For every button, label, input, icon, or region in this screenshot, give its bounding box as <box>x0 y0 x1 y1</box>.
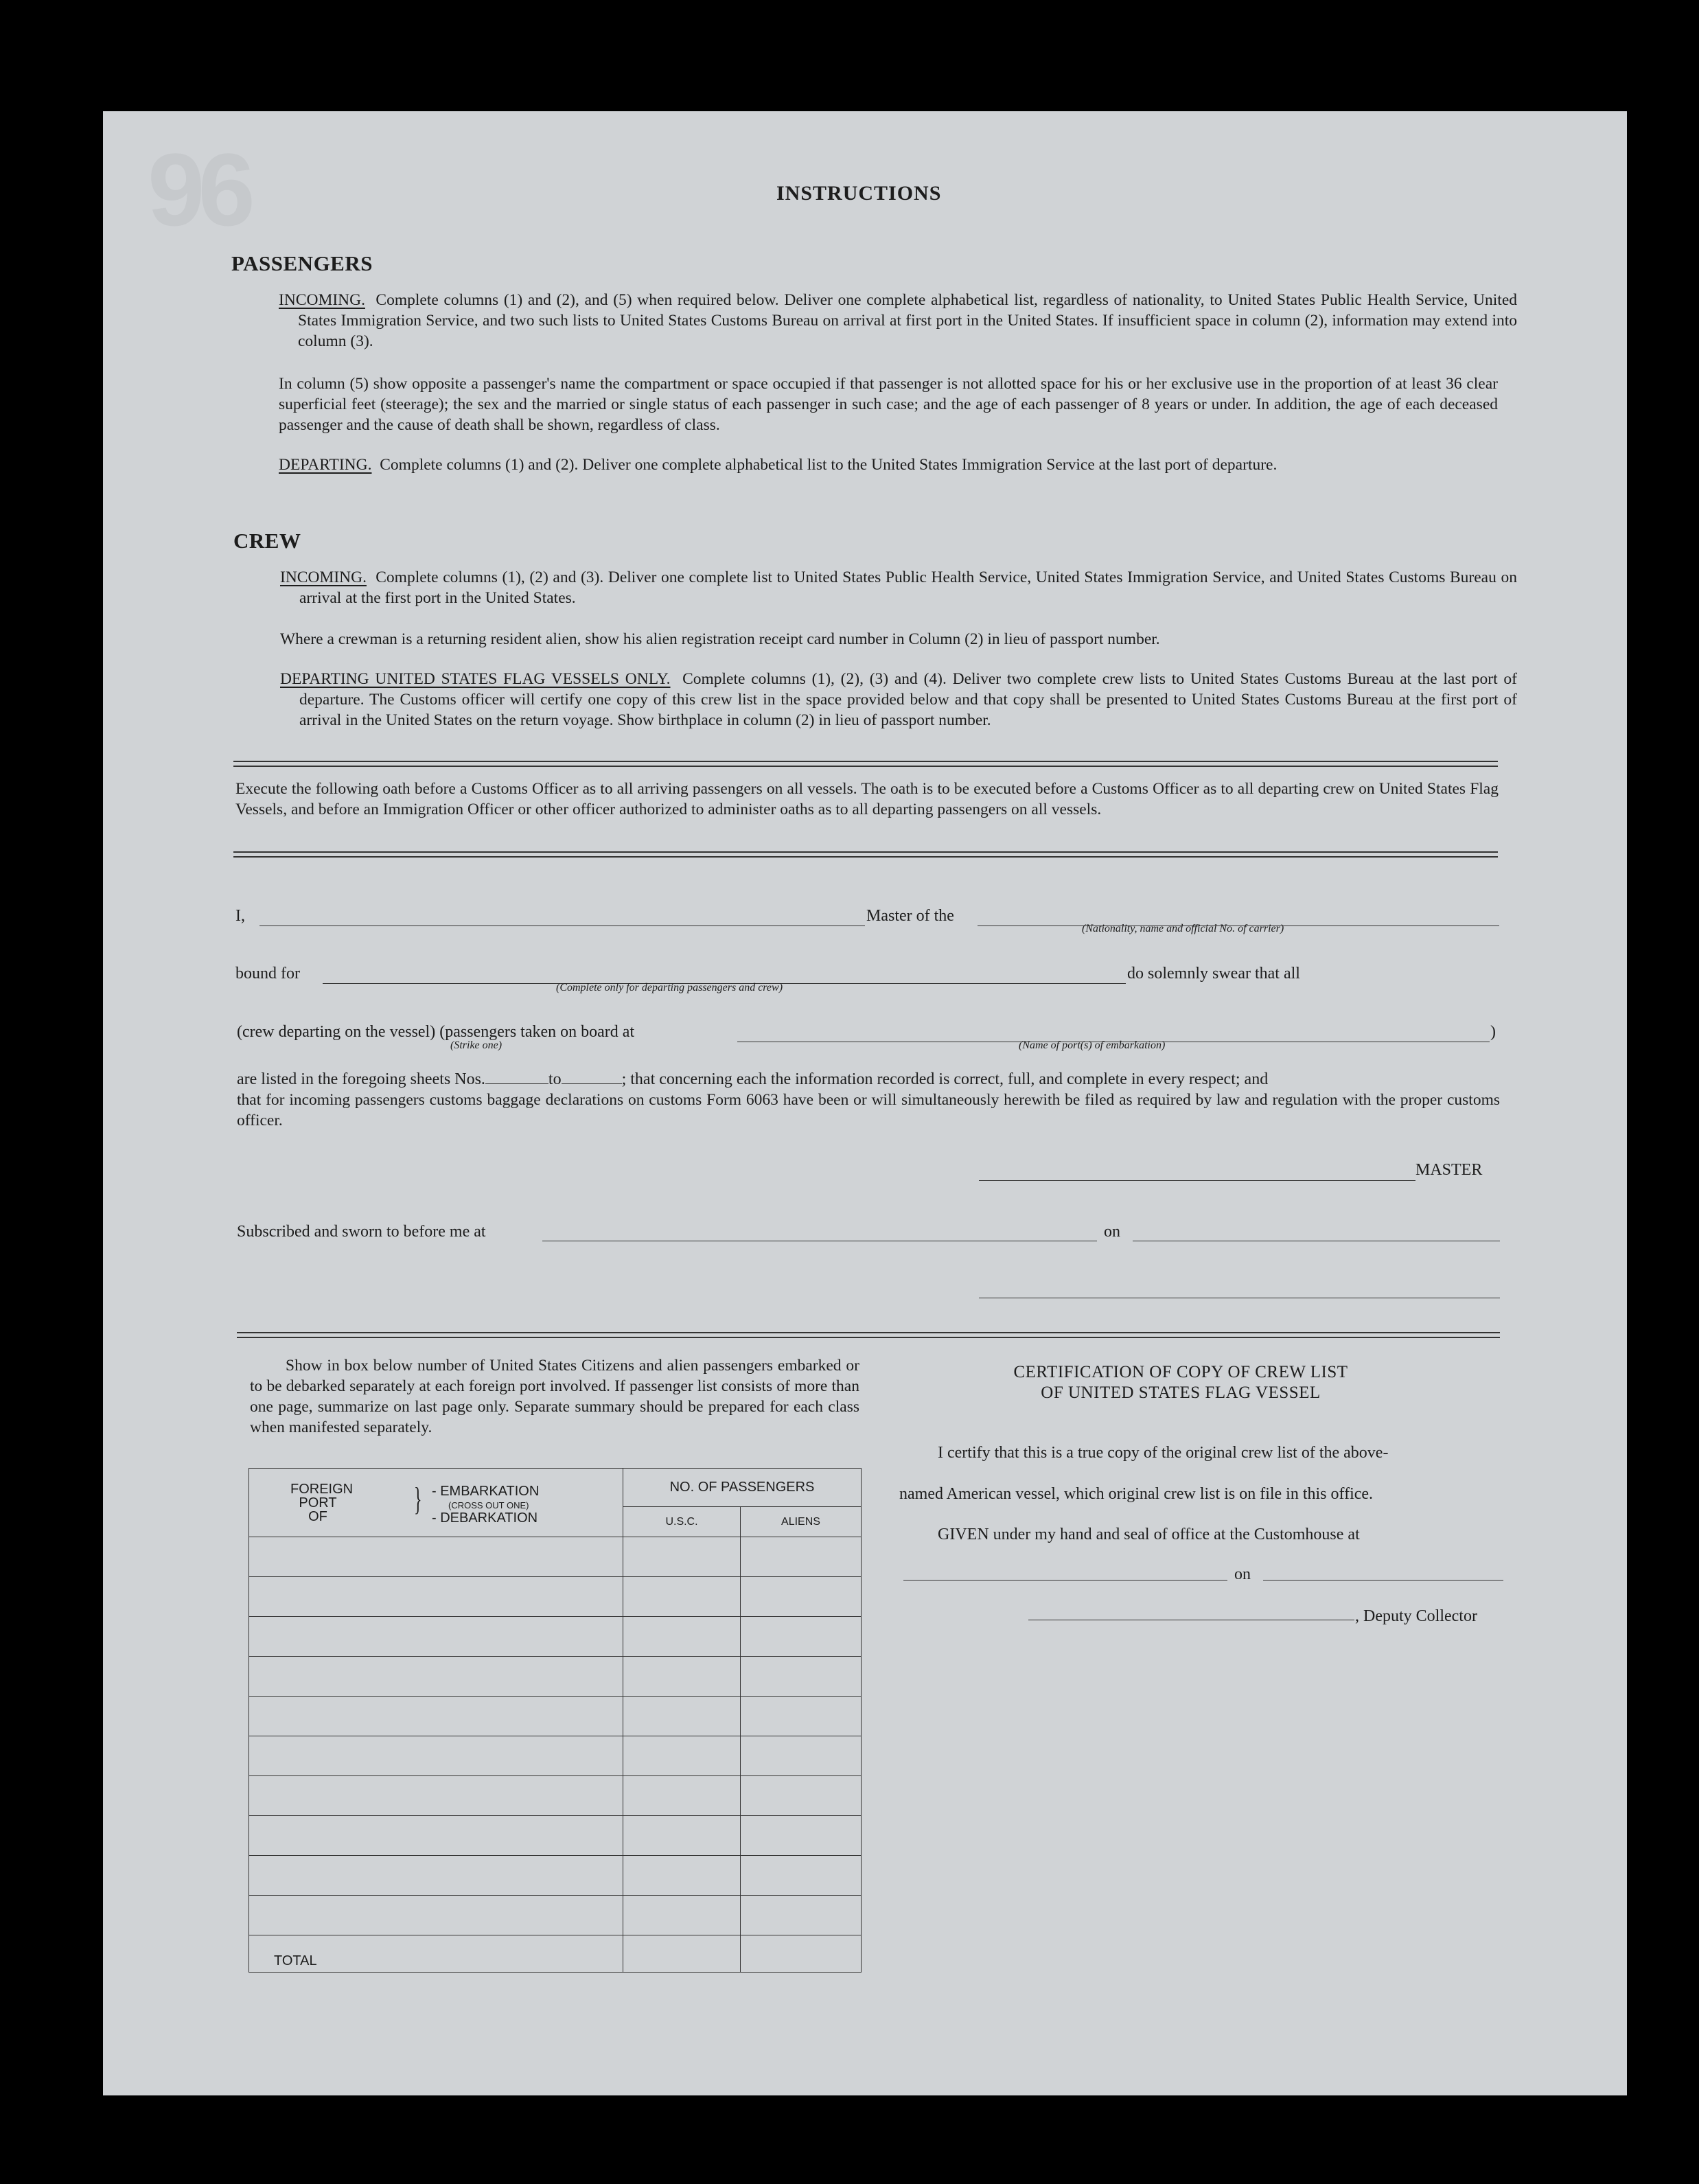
port-cell[interactable] <box>249 1776 623 1816</box>
crew-departing-label: (crew departing on the vessel) (passengers taken on board at <box>237 1023 635 1041</box>
table-row[interactable] <box>249 1537 862 1577</box>
aliens-cell[interactable] <box>741 1856 862 1896</box>
aliens-cell[interactable] <box>741 1577 862 1617</box>
usc-cell[interactable] <box>623 1537 741 1577</box>
master-signature-field[interactable] <box>979 1180 1415 1181</box>
port-label-line: OF <box>308 1509 327 1524</box>
usc-cell[interactable] <box>623 1657 741 1697</box>
listed-text-2: ; that concerning each the information recorded is correct, full, and complete in every respect; and <box>621 1070 1269 1088</box>
listed-label <box>237 1070 1268 1089</box>
aliens-cell[interactable] <box>741 1776 862 1816</box>
crew-departing-text: Complete columns (1), (2), (3) and (4). Deliver two complete crew lists to United States Customs Bureau at the last port of departure. The Customs officer will certify one copy of this crew list in the space provided below and that copy shall be presented to United States Customs Bureau at the first port of arrival in the United States on the return voyage. Show birthplace in column (2) in lieu of passport number. <box>299 670 1518 729</box>
close-paren: ) <box>1490 1023 1496 1041</box>
aliens-cell[interactable] <box>741 1896 862 1935</box>
crew-incoming-text: Complete columns (1), (2) and (3). Deliver one complete list to United States Public Health Service, United States Immigration Service, and United States Customs Bureau on arrival at the first port in the United States. <box>299 568 1517 607</box>
strike-one-note: (Strike one) <box>450 1039 502 1051</box>
crew-resident-paragraph: Where a crewman is a returning resident alien, show his alien registration receipt card number in Column (2) in lieu of passport number. <box>280 630 1160 648</box>
bound-for-label: bound for <box>235 965 300 982</box>
listed-text-1: are listed in the foregoing sheets Nos. <box>237 1070 485 1088</box>
table-row[interactable] <box>249 1577 862 1617</box>
port-cell[interactable] <box>249 1856 623 1896</box>
cross-out-label: (CROSS OUT ONE) <box>448 1500 529 1510</box>
usc-cell[interactable] <box>623 1577 741 1617</box>
brace-mark: } <box>414 1481 422 1517</box>
no-passengers-header: NO. OF PASSENGERS <box>623 1469 862 1507</box>
table-row[interactable] <box>249 1896 862 1935</box>
port-cell[interactable] <box>249 1896 623 1935</box>
aliens-cell[interactable] <box>741 1816 862 1856</box>
aliens-header: ALIENS <box>741 1507 862 1537</box>
table-row[interactable] <box>249 1736 862 1776</box>
aliens-cell[interactable] <box>741 1657 862 1697</box>
certification-title <box>920 1362 1442 1403</box>
table-row[interactable] <box>249 1776 862 1816</box>
passengers-departing-lead: DEPARTING. <box>279 456 372 474</box>
listed-rest-text: that for incoming passengers customs baggage declarations on customs Form 6063 have been or will simultaneously herewith be filed as required by law and regulation with the proper customs officer. <box>237 1091 1500 1129</box>
passengers-column5-paragraph: In column (5) show opposite a passenger's name the compartment or space occupied if that passenger is not allotted space for his or her exclusive use in the proportion of at least 36 clear superficial feet (steerage); the sex and the married or single status of each passenger in such case; and the age of each passenger of 8 years or under. In addition, the age of each deceased passenger and the cause of death shall be shown, regardless of class. <box>279 375 1498 434</box>
aliens-cell[interactable] <box>741 1617 862 1657</box>
bound-for-note: (Complete only for departing passengers and crew) <box>556 982 783 993</box>
master-of-the-label: Master of the <box>866 907 954 925</box>
port-cell[interactable] <box>249 1736 623 1776</box>
passengers-incoming-text: Complete columns (1) and (2), and (5) when required below. Deliver one complete alphabetical list, regardless of nationality, to United States Public Health Service, United States Immigration Service, and two such lists to United States Customs Bureau on arrival at first port in the United States. If insufficient space in column (2), information may extend into column (3). <box>298 291 1517 350</box>
certification-line-2: named American vessel, which original crew list is on file in this office. <box>899 1485 1374 1503</box>
table-row[interactable] <box>249 1617 862 1657</box>
usc-cell[interactable] <box>623 1697 741 1736</box>
sheet-to-field[interactable] <box>562 1071 622 1084</box>
aliens-cell[interactable] <box>741 1736 862 1776</box>
certification-title-line-1: CERTIFICATION OF COPY OF CREW LIST <box>1013 1363 1348 1381</box>
passengers-heading: PASSENGERS <box>231 251 373 275</box>
swear-label: do solemnly swear that all <box>1127 965 1300 982</box>
faded-stamp-mark: 96 <box>148 132 249 247</box>
certification-title-line-2: OF UNITED STATES FLAG VESSEL <box>1041 1383 1321 1402</box>
double-rule <box>233 761 1498 767</box>
aliens-total-cell[interactable] <box>741 1935 862 1973</box>
page-title: INSTRUCTIONS <box>776 182 942 205</box>
total-label: TOTAL <box>249 1935 623 1973</box>
port-cell[interactable] <box>249 1537 623 1577</box>
certification-on-label: on <box>1234 1565 1251 1583</box>
embarkation-note: (Name of port(s) of embarkation) <box>1019 1039 1166 1051</box>
crew-incoming-lead: INCOMING. <box>280 568 367 586</box>
usc-header: U.S.C. <box>623 1507 741 1537</box>
passengers-departing-paragraph <box>279 455 1517 475</box>
port-cell[interactable] <box>249 1617 623 1657</box>
usc-cell[interactable] <box>623 1816 741 1856</box>
usc-total-cell[interactable] <box>623 1935 741 1973</box>
table-row[interactable] <box>249 1697 862 1736</box>
port-header-cell <box>249 1469 623 1537</box>
listed-to: to <box>548 1070 562 1088</box>
table-row[interactable] <box>249 1816 862 1856</box>
passengers-departing-text: Complete columns (1) and (2). Deliver one complete alphabetical list to the United States Immigration Service at the last port of departure. <box>380 456 1278 474</box>
crew-heading: CREW <box>233 529 301 553</box>
debarkation-label: - DEBARKATION <box>432 1510 538 1526</box>
crew-departing-lead: DEPARTING UNITED STATES FLAG VESSELS ONLY. <box>280 670 671 688</box>
total-row <box>249 1935 862 1973</box>
usc-cell[interactable] <box>623 1776 741 1816</box>
sheet-from-field[interactable] <box>485 1071 548 1084</box>
port-label-line: PORT <box>299 1495 337 1510</box>
certification-line-1: I certify that this is a true copy of the original crew list of the above- <box>938 1444 1389 1462</box>
double-rule <box>233 851 1498 858</box>
port-label <box>290 1482 354 1524</box>
master-label: MASTER <box>1415 1161 1483 1179</box>
certification-line-3: GIVEN under my hand and seal of office at the Customhouse at <box>938 1526 1360 1543</box>
usc-cell[interactable] <box>623 1896 741 1935</box>
deputy-collector-label: , Deputy Collector <box>1355 1607 1477 1625</box>
table-row[interactable] <box>249 1856 862 1896</box>
passenger-summary-table <box>249 1468 862 1973</box>
crew-departing-paragraph <box>280 669 1517 731</box>
carrier-note: (Nationality, name and official No. of carrier) <box>1082 923 1284 934</box>
port-label-line: FOREIGN <box>290 1482 354 1497</box>
oath-instructions: Execute the following oath before a Customs Officer as to all arriving passengers on all vessels. The oath is to be executed before a Customs Officer as to all departing crew on United States Flag Vessels, and before an Immigration Officer or other officer authorized to administer oaths as to all departing passengers on all vessels. <box>235 780 1499 818</box>
summary-instructions: Show in box below number of United States Citizens and alien passengers embarked or to be debarked separately at each foreign port involved. If passenger list consists of more than one page, summarize on last page only. Separate summary should be prepared for each class when manifested separately. <box>250 1357 859 1436</box>
passengers-incoming-paragraph <box>279 290 1517 352</box>
usc-cell[interactable] <box>623 1736 741 1776</box>
port-cell[interactable] <box>249 1697 623 1736</box>
table-row[interactable] <box>249 1657 862 1697</box>
port-cell[interactable] <box>249 1577 623 1617</box>
port-cell[interactable] <box>249 1816 623 1856</box>
aliens-cell[interactable] <box>741 1697 862 1736</box>
passengers-incoming-lead: INCOMING. <box>279 291 365 309</box>
embarkation-label: - EMBARKATION <box>432 1484 540 1499</box>
aliens-cell[interactable] <box>741 1537 862 1577</box>
subscribed-label: Subscribed and sworn to before me at <box>237 1223 486 1241</box>
on-label: on <box>1104 1223 1120 1241</box>
port-cell[interactable] <box>249 1657 623 1697</box>
oath-i-label: I, <box>235 907 245 925</box>
usc-cell[interactable] <box>623 1617 741 1657</box>
usc-cell[interactable] <box>623 1856 741 1896</box>
crew-incoming-paragraph <box>280 567 1517 608</box>
double-rule <box>237 1332 1500 1338</box>
